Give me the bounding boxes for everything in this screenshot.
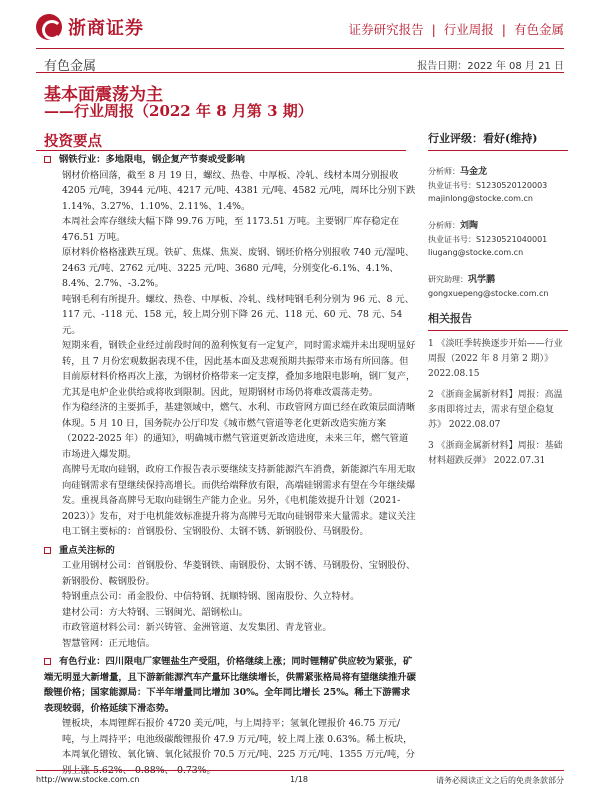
analyst-block <box>428 219 568 259</box>
related-report-link[interactable]: 2 《浙商金属新材料】周报：高温多雨即将过去，需求有望企稳复苏》 2022.08.07 <box>428 390 563 430</box>
page-number: 1/18 <box>290 775 308 784</box>
analyst-label: 分析师： <box>428 221 460 230</box>
report-header <box>36 10 564 50</box>
analyst-email[interactable]: majinlong@stocke.com.cn <box>428 194 533 203</box>
analyst-cert: 执业证书号：S1230520120003 <box>428 181 548 190</box>
analyst-name: 刘陶 <box>460 221 479 231</box>
logo-icon <box>36 14 62 40</box>
report-subtitle: ——行业周报（2022 年 8 月第 3 期） <box>44 102 313 120</box>
nav-report-type: 证券研究报告 <box>348 22 424 37</box>
nav-sep: | <box>501 22 506 37</box>
paragraph: 短期来看，钢铁企业经过前段时间的盈利恢复有一定复产，同时需求端并未出现明显好转，且 7 月份宏观数据表现不佳，因此基本面及悲观预期共振带来市场有所回落。但目前原材料价格再次上涨，为钢材价格带来一定支撑，叠加多地限电影响，钢厂复产，尤其是电炉企业供给或将收到限制。因此，短期钢材市场仍将难改震荡走势。 <box>62 340 416 398</box>
sidebar <box>428 130 568 469</box>
section-divider <box>36 150 406 151</box>
related-reports-title: 相关报告 <box>428 310 568 331</box>
analyst-block <box>428 165 568 205</box>
logo-text: 浙商证券 <box>68 18 144 39</box>
analyst-label: 分析师： <box>428 167 460 176</box>
category-divider <box>36 72 564 73</box>
analyst-cert: 执业证书号：S1230521040001 <box>428 235 548 244</box>
paragraph: 特钢重点公司：甬金股份、中信特钢、抚顺特钢、图南股份、久立特材。 <box>62 591 360 602</box>
paragraph: 作为稳经济的主要抓手，基建领域中，燃气、水利、市政管网方面已经在政策层面清晰体现。5 月 10 日，国务院办公厅印发《城市燃气管道等老化更新改造实施方案（2022-2025 年）的通知》，明确城市燃气管道更新改造进度，未来三年，燃气管道市场进入爆发期。 <box>62 402 416 460</box>
investment-points <box>44 152 416 778</box>
report-date: 报告日期：2022 年 08 月 21 日 <box>417 61 564 72</box>
analyst-email[interactable]: gongxuepeng@stocke.com.cn <box>428 289 549 298</box>
paragraph: 钢材价格回落，截至 8 月 19 日，螺纹、热卷、中厚板、冷轧、线材本周分别报收 4205 元/吨，3944 元/吨、4217 元/吨、4381 元/吨、4582 元/吨，周环比分别下跌 1.14%、3.27%、1.10%、2.11%、1.4%。 <box>62 169 416 212</box>
bullet-body <box>44 168 416 540</box>
paragraph: 智慧管网：正元地信。 <box>62 637 155 649</box>
bullet-heading: 钢铁行业：多地限电，钢企复产节奏或受影响 <box>44 152 416 168</box>
nav-industry: 有色金属 <box>513 22 564 37</box>
nav-sep: | <box>431 22 436 37</box>
analyst-email[interactable]: liugang@stocke.com.cn <box>428 248 524 257</box>
analyst-block <box>428 273 568 300</box>
paragraph: 本周社会库存继续大幅下降 99.76 万吨，至 1173.51 万吨。主要钢厂库存稳定在 476.51 万吨。 <box>62 216 400 243</box>
bullet-square-icon <box>44 156 51 163</box>
related-report-link[interactable]: 1 《淡旺季转换逐步开始——行业周报（2022 年 8 月第 2 期）》 2022.08.15 <box>428 339 563 379</box>
paragraph: 高牌号无取向硅钢，政府工作报告表示要继续支持新能源汽车消费，新能源汽车用无取向硅钢需求有望继续保持高增长。而供给端释放有限，高端硅钢需求有望在今年继续爆发。重视具备高牌号无取向硅钢生产能力企业。另外，《电机能效提升计划（2021-2023）》发布，对于电机能效标准提升将为高牌号无取向硅钢带来大量需求。建议关注电工钢主要标的：首钢股份、宝钢股份、太钢不锈、新钢股份、马钢股份。 <box>62 464 416 537</box>
analyst-name: 巩学鹏 <box>468 275 496 285</box>
paragraph: 建材公司：方大特钢、三钢闽光、韶钢松山。 <box>62 606 248 618</box>
footer-divider <box>36 770 564 771</box>
paragraph: 市政管道材料公司：新兴铸管、金洲管道、友发集团、青龙管业。 <box>62 622 332 633</box>
bullet-body <box>44 716 416 778</box>
header-divider <box>36 48 564 49</box>
bullet-square-icon <box>44 547 51 554</box>
analyst-name: 马金龙 <box>460 167 488 177</box>
industry-category: 有色金属 <box>44 59 97 74</box>
paragraph: 原材料价格格涨跌互现。铁矿、焦煤、焦炭、废钢、钢坯价格分别报收 740 元/湿吨、2463 元/吨、2762 元/吨、3225 元/吨、3680 元/吨，分别变化-6.1%、4.1%、8.4%、2.7%、-3.2%。 <box>62 247 415 289</box>
bullet-heading: 有色行业：四川限电厂家锂盐生产受阻，价格继续上涨；同时锂精矿供应较为紧张，矿端无明显大新增量，且下游新能源汽车产量环比继续增长，供需紧张格局将有望继续推升碳酸锂价格；国家能源局：下半年增量同比增加 30%。全年同比增长 25%。稀土下游需求表现较弱，价格延续下滑态势。 <box>44 656 416 714</box>
paragraph: 吨钢毛利有所提升。螺纹、热卷、中厚板、冷轧、线材吨钢毛利分别为 96 元、8 元、117 元、-118 元、158 元，较上周分别下降 26 元、118 元、60 元、78 元、54 元。 <box>62 293 415 336</box>
bullet-square-icon <box>44 658 51 665</box>
paragraph: 工业用钢材公司：首钢股份、华菱钢铁、南钢股份、太钢不锈、马钢股份、宝钢股份、新钢股份、鞍钢股份。 <box>62 560 416 587</box>
disclaimer-note: 请务必阅读正文之后的免责条款部分 <box>436 776 564 785</box>
industry-rating: 行业评级：看好(维持) <box>428 130 568 151</box>
footer-url[interactable]: http://www.stocke.com.cn <box>36 775 140 784</box>
bullet-body <box>44 558 416 651</box>
header-nav <box>349 20 564 38</box>
section-title: 投资要点 <box>44 133 102 150</box>
analyst-label: 研究助理： <box>428 275 468 284</box>
related-report-link[interactable]: 3 《浙商金属新材料】周报：基础材料超跌反弹》 2022.07.31 <box>428 441 563 466</box>
company-logo <box>36 14 144 40</box>
nav-weekly: 行业周报 <box>443 22 494 37</box>
report-title: 基本面震荡为主 <box>44 85 163 105</box>
paragraph: 锂板块，本周锂辉石报价 4720 美元/吨，与上周持平；氢氧化锂报价 46.75 万元/吨，与上周持平；电池级碳酸锂报价 47.9 万元/吨，较上周上涨 0.63%。稀土板块，本周氧化镨钕、氧化镝、氧化铽报价 70.5 万元/吨、225 万元/吨、1355 万元/吨，分别上涨-5.62%、-0.88%、-0.73%。 <box>62 718 415 776</box>
bullet-heading: 重点关注标的 <box>44 543 416 559</box>
